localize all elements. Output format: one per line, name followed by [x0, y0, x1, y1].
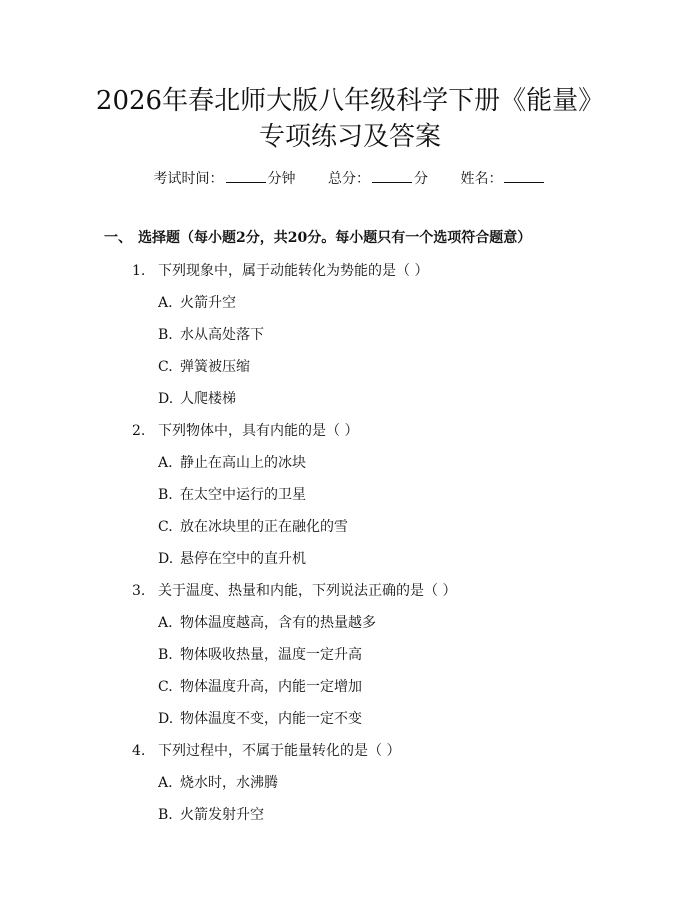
option-text: 物体温度不变，内能一定不变 [180, 711, 362, 727]
document-title-line-1: 2026年春北师大版八年级科学下册《能量》 [95, 86, 605, 116]
option-text: 弹簧被压缩 [180, 359, 250, 375]
total-score-blank [372, 168, 412, 183]
question-2-option-a [158, 453, 306, 473]
question-3 [132, 581, 456, 601]
option-text: 火箭升空 [180, 295, 236, 311]
option-label: C. [158, 679, 173, 695]
option-text: 悬停在空中的直升机 [180, 551, 306, 567]
option-text: 物体吸收热量，温度一定升高 [180, 647, 362, 663]
total-score-field [328, 168, 428, 189]
option-label: D. [158, 391, 174, 407]
option-label: B. [158, 647, 173, 663]
question-3-option-c [158, 677, 362, 697]
question-3-option-a [158, 613, 376, 633]
option-text: 放在冰块里的正在融化的雪 [180, 519, 348, 535]
option-text: 物体温度升高，内能一定增加 [180, 679, 362, 695]
question-2-option-b [158, 485, 306, 505]
option-label: D. [158, 711, 174, 727]
question-4-option-a [158, 773, 278, 793]
option-label: B. [158, 807, 173, 823]
option-label: A. [158, 295, 173, 311]
question-number: 2. [132, 423, 146, 439]
question-2 [132, 421, 358, 441]
student-name-label: 姓名： [460, 171, 503, 187]
option-text: 静止在高山上的冰块 [180, 455, 306, 471]
option-text: 在太空中运行的卫星 [180, 487, 306, 503]
question-number: 4. [132, 743, 146, 759]
question-text: 关于温度、热量和内能，下列说法正确的是（ ） [158, 583, 457, 599]
question-text: 下列物体中，具有内能的是（ ） [158, 423, 359, 439]
option-label: B. [158, 327, 173, 343]
question-2-option-c [158, 517, 348, 537]
option-text: 火箭发射升空 [180, 807, 264, 823]
exam-time-label: 考试时间： [153, 171, 224, 187]
question-1-option-c [158, 357, 250, 377]
option-label: D. [158, 551, 174, 567]
option-label: B. [158, 487, 173, 503]
total-score-label: 总分： [328, 171, 370, 187]
option-label: A. [158, 455, 173, 471]
question-1-option-d [158, 389, 236, 409]
question-number: 3. [132, 583, 146, 599]
question-1-option-a [158, 293, 236, 313]
option-label: C. [158, 519, 173, 535]
document-title-line-2: 专项练习及答案 [258, 122, 441, 152]
question-number: 1. [132, 263, 146, 279]
student-name-blank [504, 168, 544, 183]
exam-info-row [0, 168, 700, 189]
section-heading [104, 228, 531, 248]
exam-time-unit: 分钟 [267, 171, 296, 187]
option-label: C. [158, 359, 173, 375]
question-text: 下列过程中，不属于能量转化的是（ ） [158, 743, 401, 759]
option-text: 人爬楼梯 [180, 391, 236, 407]
question-2-option-d [158, 549, 306, 569]
question-3-option-b [158, 645, 362, 665]
section-heading-text: 选择题（每小题2分，共20分。每小题只有一个选项符合题意） [138, 230, 532, 246]
exam-time-field [154, 168, 296, 189]
section-number: 一、 [104, 230, 132, 246]
exam-time-blank [226, 168, 266, 183]
option-label: A. [158, 775, 173, 791]
question-1 [132, 261, 428, 281]
student-name-field [460, 168, 546, 189]
option-label: A. [158, 615, 173, 631]
option-text: 水从高处落下 [180, 327, 264, 343]
question-4-option-b [158, 805, 264, 825]
question-4 [132, 741, 400, 761]
question-3-option-d [158, 709, 362, 729]
option-text: 烧水时，水沸腾 [180, 775, 278, 791]
question-1-option-b [158, 325, 264, 345]
option-text: 物体温度越高，含有的热量越多 [180, 615, 376, 631]
total-score-unit: 分 [414, 171, 428, 187]
question-text: 下列现象中，属于动能转化为势能的是（ ） [158, 263, 429, 279]
